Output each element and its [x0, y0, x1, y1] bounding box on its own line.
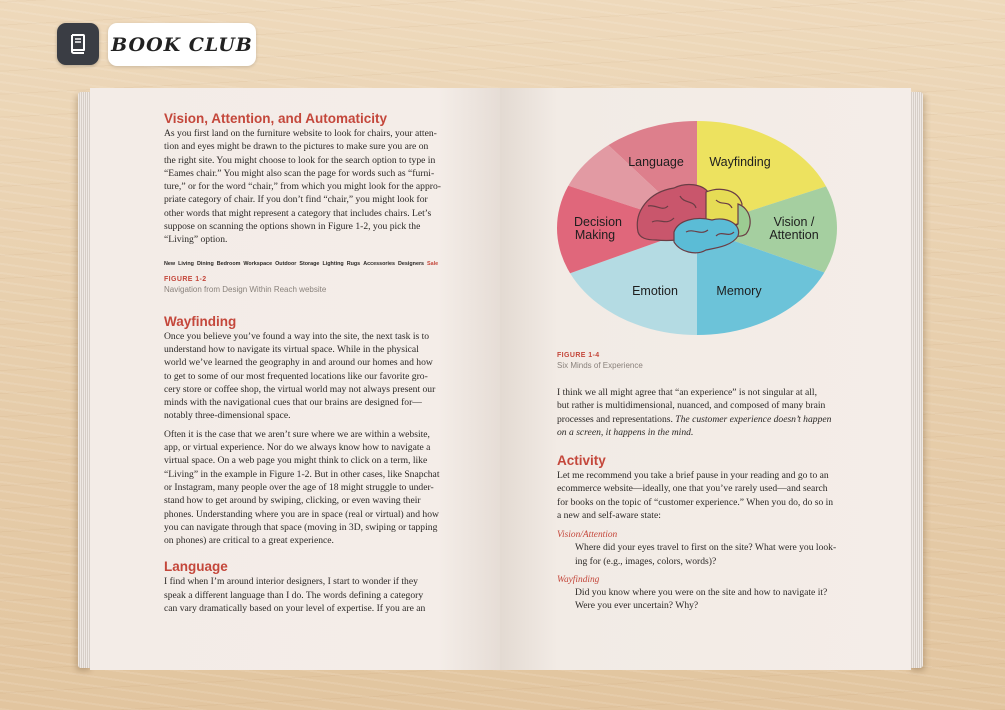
- text-line: can vary dramatically based on your level of expertise. If you are an: [164, 603, 426, 615]
- paragraph-activity: [557, 469, 840, 522]
- text-line: Often it is the case that we aren’t sure where we are within a website,: [164, 428, 430, 440]
- label-making: Making: [574, 228, 616, 242]
- label-emotion: Emotion: [632, 284, 678, 298]
- figure-caption: Six Minds of Experience: [557, 361, 643, 370]
- six-minds-diagram: [556, 120, 838, 336]
- nav-item: New: [164, 260, 176, 267]
- text-line: understand how to navigate its virtual space. While in the physical: [164, 343, 419, 355]
- nav-item: Bedroom: [216, 260, 241, 267]
- right-page: [500, 88, 911, 670]
- text-line: Where did your eyes travel to first on the site? What were you look-: [575, 542, 837, 554]
- text-line: “Living” in the example in Figure 1-2. But in other cases, like Snapchat: [164, 468, 440, 480]
- paragraph-language: [164, 575, 446, 615]
- label-attention: Attention: [769, 228, 819, 242]
- text-line: for books on the topic of “customer experience.” When you do, do so in: [557, 496, 834, 508]
- text-line: other words that might represent a category that includes chairs. Let’s: [164, 207, 432, 219]
- label-decision: Decision: [574, 215, 622, 229]
- paragraph-wayfinding-1: [164, 330, 446, 423]
- app-icon[interactable]: [57, 23, 99, 65]
- nav-item: Designers: [397, 260, 425, 267]
- nav-item: Lighting: [322, 260, 344, 267]
- text-line: or Instagram, many people over the age of 18 might struggle to under-: [164, 481, 434, 493]
- text-line: Were you ever uncertain? Why?: [575, 600, 699, 612]
- label-vision: Vision /: [773, 215, 815, 229]
- text-line: phones. Understanding where you are in space (real or virtual) and how: [164, 508, 439, 520]
- text-line: to get to some of our most frequented locations like our favorite gro-: [164, 370, 428, 382]
- text-line: ing for (e.g., images, colors, words)?: [575, 555, 717, 567]
- nav-item-sale: Sale: [427, 260, 439, 267]
- text-line: the right site. You might choose to look for the search option to type in: [164, 154, 436, 166]
- book-icon: [66, 32, 90, 56]
- paragraph-wayfinding-2: [164, 428, 446, 548]
- figure-nav-bar: [164, 261, 446, 267]
- nav-item: Workspace: [243, 260, 273, 267]
- label-memory: Memory: [716, 284, 762, 298]
- left-page: [90, 88, 500, 670]
- nav-item: Dining: [196, 260, 214, 267]
- term-vision-attention: Vision/Attention: [557, 530, 618, 541]
- text-line: “Living” option.: [164, 234, 228, 246]
- text-line: a new and self-aware state:: [557, 510, 661, 522]
- open-book: [78, 88, 923, 670]
- text-line: I find when I’m around interior designers, I start to wonder if they: [164, 576, 418, 588]
- emphasis-text: The customer experience doesn’t happen: [675, 413, 832, 425]
- text-line: on phones) are critical to a great experience.: [164, 535, 334, 547]
- text-line: Let me recommend you take a brief pause in your reading and go to an: [557, 470, 829, 482]
- text-line: tion and eyes might be drawn to the pictures to make sure you are on: [164, 141, 429, 153]
- page-edges-right: [909, 92, 923, 668]
- figure-caption: Navigation from Design Within Reach website: [164, 284, 327, 294]
- figure-label: FIGURE 1-2: [164, 275, 207, 283]
- text-line: “Eames chair.” You might also scan the page for words such as “furni-: [164, 167, 435, 179]
- text-line: but rather is multidimensional, nuanced, and composed of many brain: [557, 400, 826, 412]
- text-line: cery store or coffee shop, the virtual world may not always present our: [164, 383, 436, 395]
- text-line: processes and representations.: [557, 413, 673, 425]
- heading-language: Language: [164, 559, 228, 575]
- heading-activity: Activity: [557, 453, 606, 469]
- label-language: Language: [628, 155, 684, 169]
- paragraph-vision: [164, 127, 446, 247]
- text-line: As you first land on the furniture website to look for chairs, your atten-: [164, 128, 437, 139]
- brand-badge[interactable]: [108, 23, 256, 66]
- text-line: speak a different language than I do. The words defining a category: [164, 589, 424, 601]
- nav-item: Accessories: [363, 260, 395, 267]
- definition-wayfinding: [557, 586, 840, 613]
- heading-vision-attention: Vision, Attention, and Automaticity: [164, 111, 388, 126]
- label-wayfinding: Wayfinding: [709, 155, 771, 169]
- emphasis-text: on a screen, it happens in the mind.: [557, 426, 694, 438]
- nav-item: Storage: [299, 260, 320, 267]
- text-line: world we’ve learned the geography in and around our homes and how: [164, 357, 433, 369]
- text-line: Did you know where you were on the site and how to navigate it?: [575, 586, 828, 598]
- brand-title: BOOK CLUB: [111, 33, 253, 56]
- text-line: minds with the navigational cues that our brains are designed for—: [164, 397, 422, 409]
- figure-label: FIGURE 1-4: [557, 352, 600, 359]
- heading-wayfinding: Wayfinding: [164, 313, 237, 329]
- text-line: Once you believe you’ve found a way into the site, the next task is to: [164, 330, 430, 342]
- text-line: suppose on scanning the options shown in Figure 1-2, you pick the: [164, 221, 421, 233]
- nav-item: Outdoor: [275, 260, 297, 267]
- text-line: stand how to get around by swiping, clicking, or even waving their: [164, 495, 421, 507]
- paragraph-experience: [557, 386, 840, 439]
- nav-item: Rugs: [346, 260, 361, 267]
- text-line: ecommerce website—ideally, one that you’ve rarely used—and search: [557, 483, 828, 495]
- text-line: ture,” or for the word “chair,” from which you might look for the appro-: [164, 181, 441, 193]
- text-line: notably three-dimensional space.: [164, 410, 291, 422]
- text-line: you can navigate through that space (moving in 3D, swiping or tapping: [164, 521, 438, 533]
- definition-vision-attention: [557, 541, 840, 568]
- nav-item: Living: [178, 260, 194, 267]
- text-line: app, or virtual experience. Nor do we always know how to navigate a: [164, 442, 431, 454]
- text-line: virtual space. On a web page you might think to click on a term, like: [164, 455, 428, 467]
- term-wayfinding: Wayfinding: [557, 574, 600, 585]
- text-line: priate category of chair. If you don’t find “chair,” you might look for: [164, 194, 428, 206]
- text-line: I think we all might agree that “an experience” is not singular at all,: [557, 387, 818, 398]
